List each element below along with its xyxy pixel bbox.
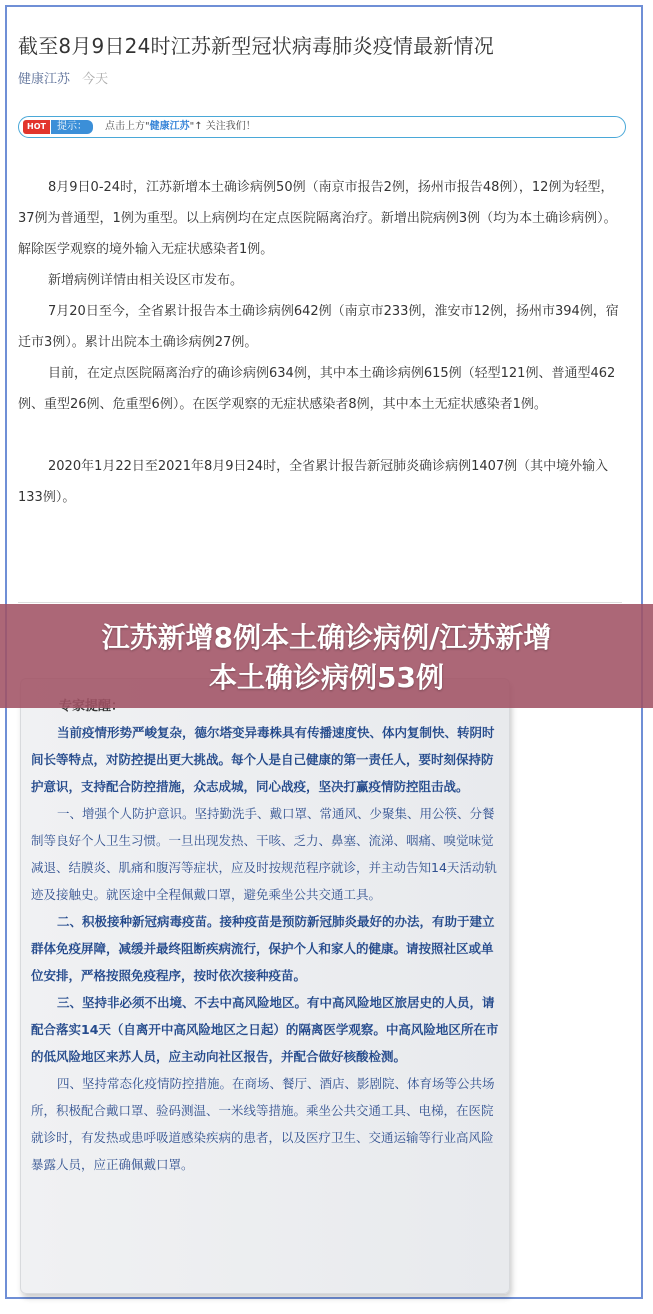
tip-label: 提示： — [51, 120, 93, 134]
body-paragraph: 新增病例详情由相关设区市发布。 — [48, 273, 244, 288]
expert-body — [31, 719, 505, 1178]
expert-paragraph: 四、坚持常态化疫情防控措施。在商场、餐厅、酒店、影剧院、体育场等公共场所，积极配合戴口罩、验码测温、一米线等措施。乘坐公共交通工具、电梯，在医院就诊时，有发热或患呼吸道感染疾病的患者，以及医疗卫生、交通运输等行业高风险暴露人员，应正确佩戴口罩。 — [31, 1076, 495, 1172]
headline-banner — [0, 604, 653, 708]
banner-line-1: 江苏新增8例本土确诊病例/江苏新增 — [101, 621, 552, 654]
tip-account-link[interactable]: 健康江苏 — [149, 121, 190, 132]
publish-time: 今天 — [82, 72, 109, 87]
expert-advice-card — [20, 678, 510, 1294]
body-paragraph: 8月9日0-24时，江苏新增本土确诊病例50例（南京市报告2例，扬州市报告48例），12例为轻型，37例为普通型，1例为重型。以上病例均在定点医院隔离治疗。新增出院病例3例（均为本土确诊病例）。解除医学观察的境外输入无症状感染者1例。 — [18, 180, 617, 257]
expert-paragraph: 一、增强个人防护意识。坚持勤洗手、戴口罩、常通风、少聚集、用公筷、分餐制等良好个人卫生习惯。一旦出现发热、干咳、乏力、鼻塞、流涕、咽痛、嗅觉味觉减退、结膜炎、肌痛和腹泻等症状，应及时按规范程序就诊，并主动告知14天活动轨迹及接触史。就医途中全程佩戴口罩，避免乘坐公共交通工具。 — [31, 806, 497, 902]
tip-text: 点击上方"健康江苏"↑ 关注我们！ — [105, 121, 256, 132]
body-paragraph: 目前，在定点医院隔离治疗的确诊病例634例，其中本土确诊病例615例（轻型121例、普通型462例、重型26例、危重型6例）。在医学观察的无症状感染者8例，其中本土无症状感染者1例。 — [18, 366, 616, 412]
section-divider — [18, 602, 622, 603]
follow-tip-bar[interactable] — [18, 116, 626, 138]
expert-paragraph: 二、积极接种新冠病毒疫苗。接种疫苗是预防新冠肺炎最好的办法，有助于建立群体免疫屏障，减缓并最终阻断疾病流行，保护个人和家人的健康。请按照社区或单位安排，严格按照免疫程序，按时依次接种疫苗。 — [31, 914, 495, 983]
banner-line-2: 本土确诊病例53例 — [209, 661, 444, 694]
article-meta — [18, 68, 108, 87]
article-title: 截至8月9日24时江苏新型冠状病毒肺炎疫情最新情况 — [18, 34, 494, 58]
expert-paragraph: 三、坚持非必须不出境、不去中高风险地区。有中高风险地区旅居史的人员，请配合落实14天（自离开中高风险地区之日起）的隔离医学观察。中高风险地区所在市的低风险地区来苏人员，应主动向社区报告，并配合做好核酸检测。 — [31, 995, 499, 1064]
body-paragraph: 2020年1月22日至2021年8月9日24时，全省累计报告新冠肺炎确诊病例1407例（其中境外输入133例）。 — [18, 459, 609, 505]
article-body — [18, 172, 628, 513]
hot-badge: HOT — [23, 120, 50, 134]
source-link[interactable]: 健康江苏 — [18, 72, 71, 87]
body-paragraph: 7月20日至今，全省累计报告本土确诊病例642例（南京市233例，淮安市12例，扬州市394例，宿迁市3例）。累计出院本土确诊病例27例。 — [18, 304, 619, 350]
expert-paragraph: 当前疫情形势严峻复杂，德尔塔变异毒株具有传播速度快、体内复制快、转阴时间长等特点，对防控提出更大挑战。每个人是自己健康的第一责任人，要时刻保持防护意识，支持配合防控措施，众志成城，同心战疫，坚决打赢疫情防控阻击战。 — [31, 725, 495, 794]
